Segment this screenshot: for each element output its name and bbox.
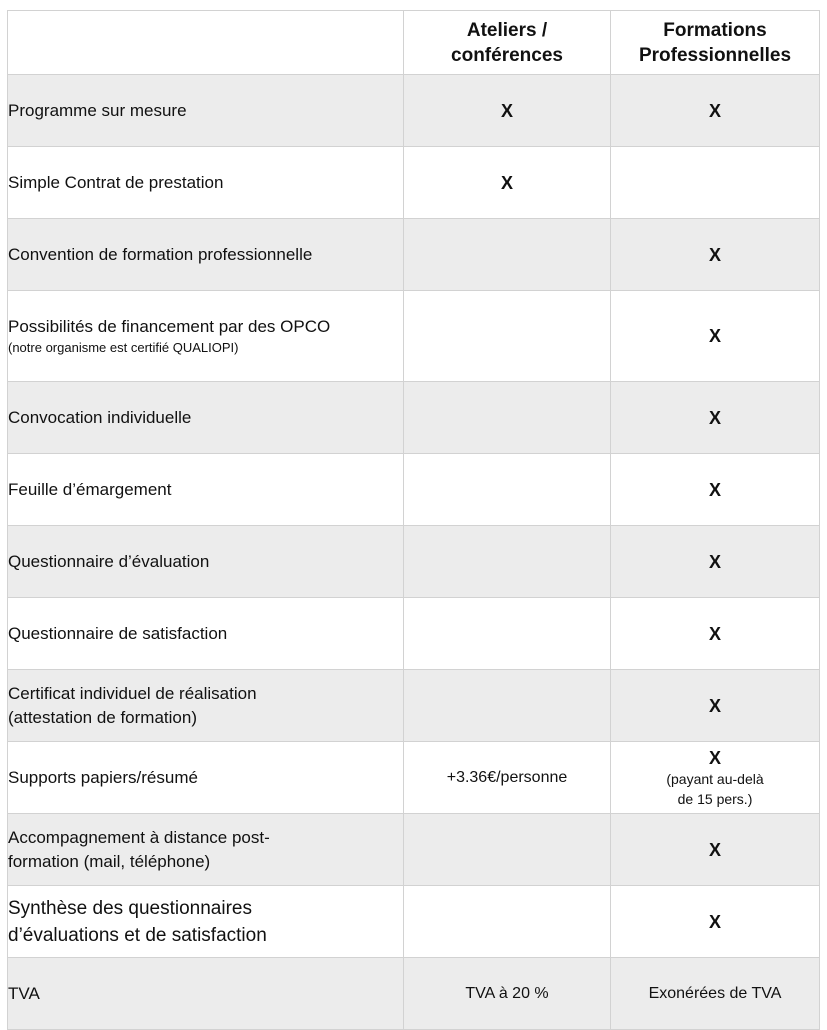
row-label: Feuille d’émargement: [8, 454, 404, 526]
row-label: Convention de formation professionnelle: [8, 219, 404, 291]
formations-check: X: [611, 598, 820, 670]
ateliers-check: [404, 886, 611, 958]
ateliers-check: [404, 598, 611, 670]
row-label-cell: [8, 291, 404, 382]
table-row: [8, 147, 820, 219]
table-row: [8, 454, 820, 526]
row-label: Accompagnement à distance post- formation (mail, téléphone): [8, 814, 404, 886]
comparison-table: [7, 10, 820, 1030]
formations-check: X: [611, 291, 820, 382]
row-label: Questionnaire d’évaluation: [8, 526, 404, 598]
ateliers-check: [404, 526, 611, 598]
table-row: [8, 886, 820, 958]
table-row: [8, 75, 820, 147]
row-label: Programme sur mesure: [8, 75, 404, 147]
formations-check: [611, 147, 820, 219]
ateliers-check: [404, 382, 611, 454]
table-row: [8, 814, 820, 886]
table-row: [8, 598, 820, 670]
header-formations: Formations Professionnelles: [611, 11, 820, 75]
formations-check: X: [611, 382, 820, 454]
ateliers-check: X: [404, 147, 611, 219]
formations-check: X: [611, 814, 820, 886]
ateliers-check: [404, 219, 611, 291]
table-row: [8, 742, 820, 814]
ateliers-check: [404, 814, 611, 886]
ateliers-check: [404, 670, 611, 742]
row-label: Supports papiers/résumé: [8, 742, 404, 814]
formations-note: (payant au-delà de 15 pers.): [666, 770, 764, 807]
row-label: Convocation individuelle: [8, 382, 404, 454]
formations-cell: [611, 742, 820, 814]
table-row: [8, 219, 820, 291]
row-label: Simple Contrat de prestation: [8, 147, 404, 219]
row-sublabel: (notre organisme est certifié QUALIOPI): [8, 340, 239, 355]
table-row: [8, 526, 820, 598]
formations-check: X: [611, 219, 820, 291]
ateliers-check: [404, 454, 611, 526]
row-label: Certificat individuel de réalisation (attestation de formation): [8, 670, 404, 742]
ateliers-price: +3.36€/personne: [404, 742, 611, 814]
ateliers-check: [404, 291, 611, 382]
table-row: [8, 291, 820, 382]
row-label: Possibilités de financement par des OPCO: [8, 317, 331, 336]
header-empty-cell: [8, 11, 404, 75]
header-ateliers: Ateliers / conférences: [404, 11, 611, 75]
formations-check: X: [611, 75, 820, 147]
formations-check: X: [611, 526, 820, 598]
row-label: Synthèse des questionnaires d’évaluations et de satisfaction: [8, 886, 404, 958]
table-row: [8, 670, 820, 742]
table-row: [8, 958, 820, 1030]
table-row: [8, 382, 820, 454]
formations-check: X: [708, 747, 721, 768]
row-label: TVA: [8, 958, 404, 1030]
formations-check: X: [611, 454, 820, 526]
formations-check: X: [611, 886, 820, 958]
header-row: [8, 11, 820, 75]
row-label: Questionnaire de satisfaction: [8, 598, 404, 670]
formations-tva: Exonérées de TVA: [611, 958, 820, 1030]
formations-check: X: [611, 670, 820, 742]
ateliers-check: X: [404, 75, 611, 147]
ateliers-tva: TVA à 20 %: [404, 958, 611, 1030]
